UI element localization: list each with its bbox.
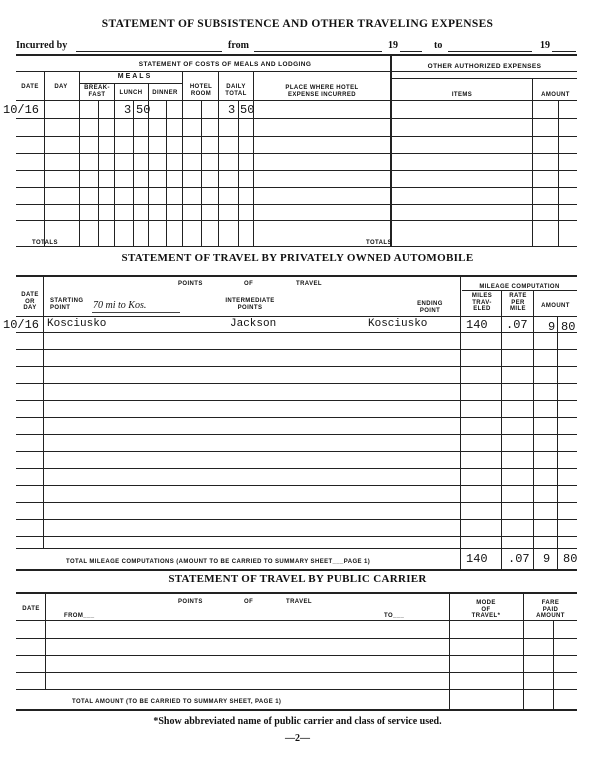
carrier-points-label: POINTS (178, 599, 203, 605)
auto-row1-amount-cents: 80 (561, 320, 576, 334)
to-field[interactable] (448, 51, 532, 52)
meals-totals-label: TOTALS (32, 240, 58, 246)
incurred-by-field[interactable] (76, 51, 222, 52)
carrier-col-fare-label: FARE PAID AMOUNT (536, 600, 565, 619)
other-expenses-title: OTHER AUTHORIZED EXPENSES (427, 63, 542, 70)
auto-of-label: OF (244, 281, 254, 287)
col-dinner-label: DINNER (152, 90, 178, 96)
carrier-to-label: TO___ (384, 613, 405, 619)
carrier-total-label: TOTAL AMOUNT (TO BE CARRIED TO SUMMARY SHEET, PAGE 1) (72, 699, 282, 705)
auto-col-starting-label: STARTING POINT (50, 298, 84, 311)
auto-travel-label: TRAVEL (296, 281, 322, 287)
auto-row1-miles: 140 (466, 318, 488, 332)
auto-col-ending-label: ENDING POINT (417, 301, 443, 314)
meal-row1-lunch-dollars: 3 (124, 103, 132, 117)
to-label: to (434, 40, 443, 51)
auto-row1-date: 10/16 (3, 318, 40, 332)
carrier-from-label: FROM___ (64, 613, 95, 619)
carrier-travel-label: TRAVEL (286, 599, 312, 605)
carrier-of-label: OF (244, 599, 254, 605)
auto-col-intermediate-label: INTERMEDIATE POINTS (225, 298, 275, 311)
auto-row1-intermediate: Jackson (230, 318, 277, 330)
col-date-label: DATE (21, 84, 39, 90)
year-label-2: 19 (540, 40, 550, 51)
year-field-2[interactable] (552, 51, 576, 52)
auto-section-title: STATEMENT OF TRAVEL BY PRIVATELY OWNED AUTOMOBILE (121, 252, 474, 264)
year-label-1: 19 (388, 40, 398, 51)
handwritten-note: 70 mi to Kos. (93, 300, 147, 311)
col-items-label: ITEMS (451, 92, 473, 98)
auto-total-label: TOTAL MILEAGE COMPUTATIONS (AMOUNT TO BE CARRIED TO SUMMARY SHEET___PAGE 1) (66, 559, 371, 565)
incurred-by-label: Incurred by (16, 40, 68, 51)
auto-total-amount-cents: 80 (563, 552, 578, 566)
mileage-computation-label: MILEAGE COMPUTATION (479, 284, 560, 290)
meal-row1-date: 10/16 (3, 103, 40, 117)
carrier-col-date-label: DATE (22, 606, 40, 612)
from-field[interactable] (254, 51, 382, 52)
auto-row1-rate: .07 (506, 318, 528, 332)
other-totals-label: TOTALS (366, 240, 392, 246)
carrier-col-mode-label: MODE OF TRAVEL* (471, 600, 501, 619)
auto-col-date-label: DATE OR DAY (21, 292, 39, 311)
auto-col-amount-label: AMOUNT (541, 303, 570, 309)
auto-total-amount-dollars: 9 (543, 552, 551, 566)
auto-col-rate-label: RATE PER MILE (509, 293, 527, 312)
auto-points-label: POINTS (178, 281, 203, 287)
meals-section-title: STATEMENT OF COSTS OF MEALS AND LODGING (138, 61, 312, 68)
auto-row1-starting: Kosciusko (47, 318, 107, 330)
col-hotel-label: HOTEL ROOM (189, 84, 213, 97)
auto-row1-ending: Kosciusko (368, 318, 428, 330)
auto-total-miles: 140 (466, 552, 488, 566)
meal-row1-daily-cents: 50 (240, 103, 255, 117)
col-place-label: PLACE WHERE HOTEL EXPENSE INCURRED (285, 85, 359, 98)
auto-total-rate: .07 (508, 552, 530, 566)
col-day-label: DAY (54, 84, 68, 90)
footnote: *Show abbreviated name of public carrier and class of service used. (153, 716, 442, 727)
col-amount-label: AMOUNT (541, 92, 570, 98)
page-title: STATEMENT OF SUBSISTENCE AND OTHER TRAVELING EXPENSES (101, 18, 494, 30)
meals-group-label: MEALS (117, 73, 153, 80)
year-field-1[interactable] (400, 51, 422, 52)
auto-col-miles-label: MILES TRAV- ELED (471, 293, 493, 312)
auto-row1-amount-dollars: 9 (548, 320, 556, 334)
page-number: —2— (285, 733, 310, 744)
col-lunch-label: LUNCH (119, 90, 143, 96)
from-label: from (228, 40, 249, 51)
col-daily-total-label: DAILY TOTAL (225, 84, 247, 97)
meal-row1-lunch-cents: 50 (136, 103, 151, 117)
meal-row1-daily-dollars: 3 (228, 103, 236, 117)
carrier-section-title: STATEMENT OF TRAVEL BY PUBLIC CARRIER (168, 573, 427, 585)
col-breakfast-label: BREAK- FAST (84, 85, 110, 98)
